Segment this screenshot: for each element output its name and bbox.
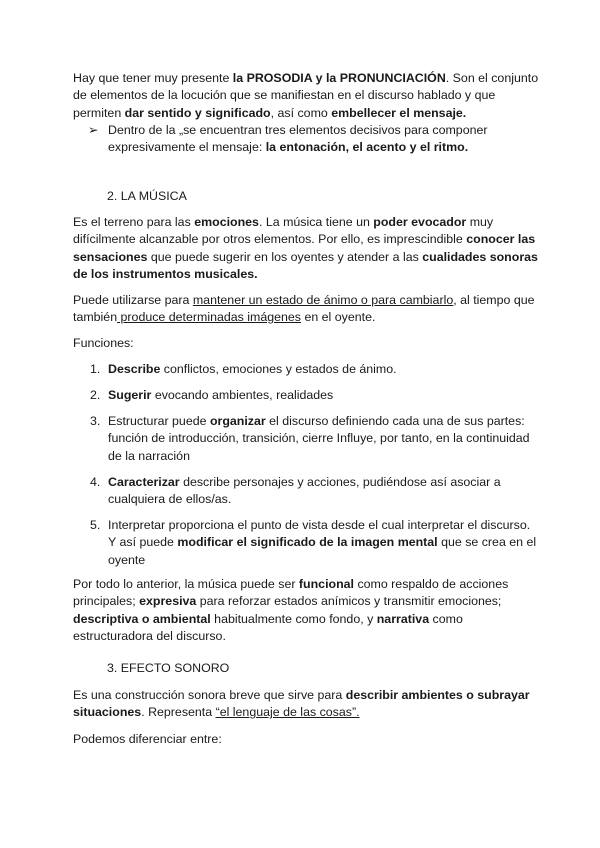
list-item-text — [108, 413, 540, 465]
text: habitualmente como fondo, y — [210, 611, 377, 626]
section-heading-efecto-sonoro: 3. EFECTO SONORO — [107, 661, 230, 675]
bold-text: expresiva — [139, 594, 197, 609]
text: que puede sugerir en los oyentes y atender a las — [147, 249, 423, 264]
bold-text: organizar — [209, 414, 266, 428]
bold-text: describir ambientes o subrayar situaciones — [73, 688, 530, 720]
underlined-text: produce determinadas imágenes — [117, 310, 301, 325]
bold-text: Caracterizar — [108, 475, 180, 489]
list-item — [90, 517, 540, 569]
list-number: 3. — [90, 414, 101, 428]
text: conflictos, emociones y estados de ánimo. — [160, 362, 397, 376]
list-item — [90, 361, 540, 378]
intro-paragraph — [73, 70, 543, 122]
text: para reforzar estados anímicos y transmitir emociones; — [196, 594, 502, 609]
list-item-text — [108, 387, 540, 404]
list-number: 1. — [90, 362, 101, 376]
text: , al tiempo que también — [73, 293, 535, 325]
list-item — [90, 387, 540, 404]
bold-text: emociones — [194, 215, 259, 229]
bold-text: Describe — [108, 362, 161, 376]
bold-text: poder evocador — [373, 215, 467, 229]
text: como estructuradora del discurso. — [73, 611, 463, 643]
bullet-text — [108, 122, 538, 157]
text: describe personajes y acciones, pudiéndose así asociar a cualquiera de ellos/as. — [108, 475, 501, 507]
list-item-text — [108, 474, 540, 509]
efecto-paragraph-1 — [73, 687, 543, 722]
bold-text: modificar el significado de la imagen mental — [177, 535, 438, 550]
list-item-text — [108, 517, 540, 569]
bold-text: descriptiva o ambiental — [73, 611, 211, 626]
text: . Representa — [141, 705, 216, 720]
bold-text: la PROSODIA y la PRONUNCIACIÓN — [232, 71, 446, 85]
musica-paragraph-2 — [73, 292, 543, 327]
text: , así como — [270, 105, 332, 120]
bold-text: narrativa — [376, 611, 430, 626]
underlined-text: mantener un estado de ánimo o para cambiarlo — [192, 293, 454, 307]
list-item — [90, 413, 540, 465]
text: Dentro de la „se encuentran tres elementos decisivos para componer expresivamente el mensaje: — [108, 123, 488, 155]
text: Estructurar puede — [108, 414, 210, 428]
musica-paragraph-3 — [73, 576, 543, 645]
underlined-text: “el lenguaje de las cosas”. — [215, 705, 360, 720]
text: . La música tiene un — [258, 215, 374, 229]
intro-bullet-item — [88, 122, 538, 157]
text: muy difícilmente alcanzable por otros elementos. Por ello, es imprescindible — [73, 215, 494, 247]
bold-text: conocer las sensaciones — [73, 232, 536, 264]
text: Interpretar proporciona el punto de vista desde el cual interpretar el discurso. Y así puede — [108, 518, 531, 550]
text: que se crea en el oyente — [108, 535, 537, 567]
list-item — [90, 474, 540, 509]
arrow-bullet-icon: ➢ — [88, 123, 99, 137]
bold-text: la entonación, el acento y el ritmo. — [265, 140, 469, 155]
text: Por todo lo anterior, la música puede ser — [73, 577, 299, 591]
section-heading-musica: 2. LA MÚSICA — [107, 189, 187, 203]
text: como respaldo de acciones principales; — [73, 577, 509, 609]
text: . Son el conjunto de elementos de la locución que se manifiestan en el discurso hablado y que permiten — [73, 71, 539, 120]
bold-text: Sugerir — [108, 388, 152, 402]
text: evocando ambientes, realidades — [151, 388, 334, 402]
list-number: 5. — [90, 518, 101, 532]
list-number: 4. — [90, 475, 101, 489]
bold-text: embellecer el mensaje. — [331, 105, 467, 120]
efecto-paragraph-2: Podemos diferenciar entre: — [73, 732, 222, 746]
bold-text: dar sentido y significado — [124, 105, 271, 120]
text: Hay que tener muy presente — [73, 71, 233, 85]
list-number: 2. — [90, 388, 101, 402]
text: Puede utilizarse para — [73, 293, 193, 307]
bold-text: cualidades sonoras de los instrumentos musicales. — [73, 249, 538, 281]
musica-paragraph-1 — [73, 214, 543, 283]
text: Es el terreno para las — [73, 215, 195, 229]
text: Es una construcción sonora breve que sirve para — [73, 688, 346, 702]
text: en el oyente. — [301, 310, 376, 325]
list-item-text — [108, 361, 540, 378]
funciones-label: Funciones: — [73, 336, 134, 350]
text: el discurso definiendo cada una de sus partes: función de introducción, transición, cierre Influye, por tanto, en la continuidad de la narración — [108, 414, 530, 463]
bold-text: funcional — [298, 577, 354, 591]
